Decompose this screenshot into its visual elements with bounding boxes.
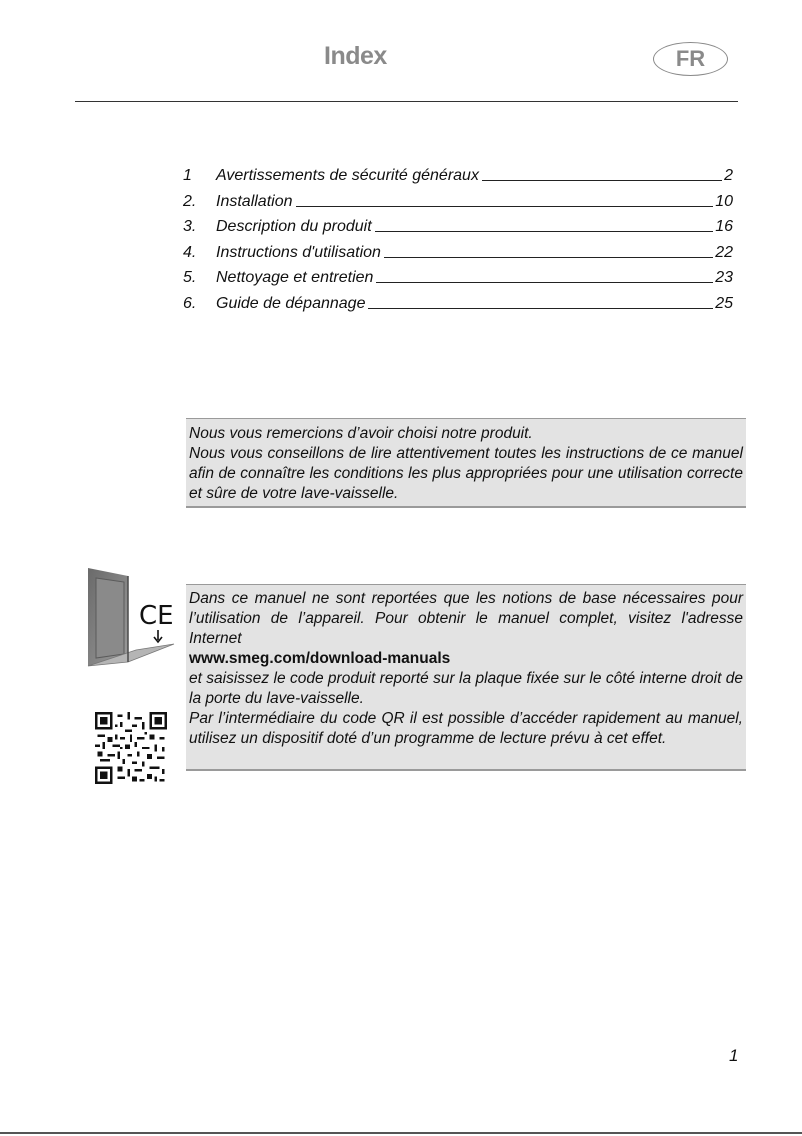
toc-item[interactable] <box>183 167 733 193</box>
page-title: Index <box>324 42 387 70</box>
header-divider <box>75 101 738 102</box>
intro-advice-text: Nous vous conseillons de lire attentivement toutes les instructions de ce manuel afin de connaître les conditions les plus appropriées pour une utilisation correcte et sûre de votre lave-vaisselle. <box>189 445 743 502</box>
toc-page: 10 <box>715 192 733 210</box>
toc-page: 23 <box>715 269 733 286</box>
toc-number: 1 <box>183 167 192 184</box>
toc-label: Description du produit <box>216 218 372 235</box>
manual-qr-text: Par l’intermédiaire du code QR il est possible d’accéder rapidement au manuel, utilisez un dispositif doté d’un programme de lecture prévu à cet effet. <box>189 710 743 747</box>
toc-page: 22 <box>715 243 733 261</box>
intro-thanks-text: Nous vous remercions d’avoir choisi notre produit. <box>189 425 533 442</box>
toc-label: Installation <box>216 192 293 210</box>
toc-item[interactable] <box>183 218 733 244</box>
toc-leader <box>384 257 713 258</box>
language-badge: FR <box>653 42 728 76</box>
toc-label: Nettoyage et entretien <box>216 269 374 286</box>
toc-leader <box>376 282 713 283</box>
toc-label: Guide de dépannage <box>216 294 366 312</box>
toc-leader <box>296 206 714 207</box>
qr-code-icon[interactable] <box>95 711 167 785</box>
toc-item[interactable] <box>183 295 733 321</box>
toc-number: 5. <box>183 269 197 286</box>
toc-item[interactable] <box>183 269 733 295</box>
toc-number: 3. <box>183 218 197 235</box>
toc-item[interactable] <box>183 193 733 219</box>
dishwasher-door-ce-plate-icon <box>86 566 176 668</box>
ce-mark: CE <box>139 601 174 631</box>
toc-item[interactable] <box>183 244 733 270</box>
toc-leader <box>368 308 713 309</box>
manual-product-code-text: et saisissez le code produit reporté sur la plaque fixée sur le côté interne droit de la porte du lave-vaisselle. <box>189 670 743 707</box>
toc-page: 2 <box>724 167 733 184</box>
manual-info-box <box>186 584 746 771</box>
footer-divider <box>0 1132 802 1134</box>
download-manuals-link[interactable]: www.smeg.com/download-manuals <box>189 650 451 667</box>
manual-intro-text: Dans ce manuel ne sont reportées que les notions de base nécessaires pour l’utilisation de l’appareil. Pour obtenir le manuel complet, visitez l'adresse Internet <box>189 590 743 647</box>
page-number: 1 <box>729 1046 739 1065</box>
toc-number: 2. <box>183 192 197 210</box>
toc-label: Avertissements de sécurité généraux <box>216 167 479 184</box>
toc-number: 4. <box>183 243 197 261</box>
toc-page: 25 <box>715 294 733 312</box>
toc-number: 6. <box>183 294 197 312</box>
toc-leader <box>482 180 722 181</box>
toc-page: 16 <box>715 218 733 235</box>
intro-note-box <box>186 418 746 508</box>
table-of-contents <box>183 167 733 320</box>
toc-leader <box>375 231 714 232</box>
toc-label: Instructions d'utilisation <box>216 243 381 261</box>
